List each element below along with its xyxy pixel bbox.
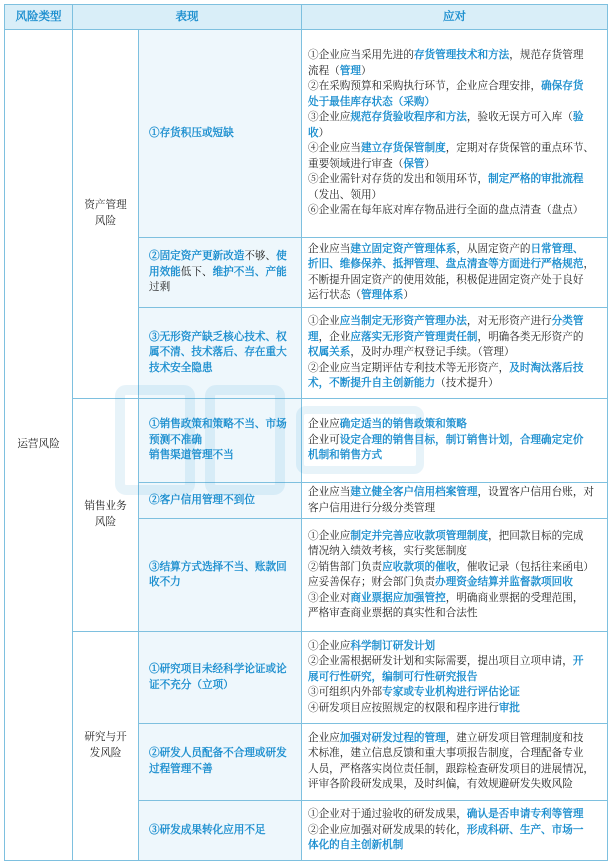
response-line (308, 141, 601, 157)
header-manifestation: 表现 (73, 5, 302, 30)
response-text: 理 (308, 330, 319, 343)
response-text: 管理体系 (360, 289, 404, 302)
manifestation-line (149, 746, 295, 762)
manifestation-text: 属不清、技术落后、存在重大 (149, 346, 287, 359)
manifestation-line (149, 265, 295, 281)
risk-type-cell: 运营风险 (5, 30, 73, 861)
response-text: ， (583, 258, 595, 271)
response-text: 日常管理、 (530, 242, 584, 255)
response-line (308, 330, 601, 346)
response-text: ，对无形资产进行 (466, 315, 552, 328)
manifestation-line (149, 493, 295, 509)
response-text: 制定严格的审批流程 (488, 173, 584, 186)
manifestation-text: ③结算方式选择不当、账款回 (149, 560, 287, 573)
response-line (308, 777, 601, 793)
response-line (308, 376, 601, 392)
response-line (308, 417, 601, 433)
response-cell (302, 724, 608, 800)
response-text: 人员，严格落实岗位责任制，跟踪检查研发项目的进展情况， (308, 762, 595, 775)
response-text: 企业可 (308, 433, 340, 446)
response-text: （技术提升） (435, 377, 499, 390)
manifestation-cell (139, 238, 302, 308)
manifestation-text: 使 (276, 250, 287, 263)
response-line (308, 314, 601, 330)
manifestation-cell (139, 519, 302, 632)
manifestation-text: 过程管理不善 (149, 762, 213, 775)
response-text: 建立存货保管制度 (360, 142, 446, 155)
response-line (308, 157, 601, 173)
response-text: ①企业应当采用先进的 (308, 49, 414, 62)
manifestation-cell (139, 483, 302, 519)
response-text: 商业票据应加强管控 (350, 591, 446, 604)
response-text: 展可行性研究，编制可行性研究报告 (308, 670, 478, 683)
response-cell (302, 631, 608, 723)
response-text: ②企业需根据研发计划和实际需要，提出项目立项申请， (308, 655, 573, 668)
table-row (5, 30, 608, 238)
response-text: 验 (572, 111, 584, 124)
response-line (308, 654, 601, 670)
manifestation-text: ①存货积压或短缺 (149, 126, 234, 139)
response-text: ④研发项目应按照规定的权限和程序进行 (308, 701, 499, 714)
manifestation-text: 技术安全隐患 (149, 361, 213, 374)
response-text: 建立固定资产管理体系 (350, 242, 457, 255)
manifestation-line (149, 448, 295, 464)
manifestation-text: 维护不当、产能 (212, 265, 287, 278)
response-text: ①企业应 (308, 639, 351, 652)
response-line (308, 746, 601, 762)
table-row (5, 398, 608, 482)
manifestation-text: 不够、 (244, 250, 277, 263)
response-text: ②在采购预算和采购执行环节，企业应合理安排， (308, 80, 542, 93)
response-text: ②销售部门负责 (308, 560, 383, 573)
response-line (308, 433, 601, 449)
response-line (308, 575, 601, 591)
response-text: 权属关系 (308, 346, 351, 359)
response-text: 折旧、维修保养、抵押管理、盘点清查等方面进行严格规范 (308, 258, 584, 271)
manifestation-text: 收不力 (149, 576, 181, 589)
response-text: ③企业对 (308, 591, 351, 604)
response-text: 企业应 (308, 731, 340, 744)
manifestation-text: ①研究项目未经科学论证或论 (149, 663, 287, 676)
response-line (308, 685, 601, 701)
response-line (308, 448, 601, 464)
response-line (308, 670, 601, 686)
manifestation-text: 用效能 (149, 265, 181, 278)
response-line (308, 273, 601, 289)
response-text: ，建立研发项目管理制度和技 (445, 731, 584, 744)
response-text: 存货管理技术和方法 (413, 49, 510, 62)
response-text: ③可组织内外部 (308, 686, 383, 699)
table-header-row (5, 5, 608, 30)
response-cell (302, 519, 608, 632)
response-text: 企业应当 (308, 486, 351, 499)
response-text: 专家或专业机构进行评估论证 (382, 686, 520, 699)
response-line (308, 110, 601, 126)
response-text: 保管 (403, 157, 425, 170)
response-line (308, 288, 601, 304)
response-text: ） (424, 157, 436, 170)
response-text: 确保存货 (541, 80, 584, 93)
response-text: 确认是否申请专利等管理 (466, 808, 584, 821)
response-text: 加强对研发过程的管理 (339, 731, 446, 744)
risk-subtype-cell (73, 631, 139, 860)
response-text: 形成科研、生产、市场一 (466, 823, 584, 836)
manifestation-text: 证不充分（立项） (149, 678, 234, 691)
response-text: 审批 (498, 701, 520, 714)
response-text: ①企业 (308, 315, 340, 328)
response-text: 收 (308, 126, 319, 139)
response-cell (302, 238, 608, 308)
risk-table (4, 4, 608, 861)
response-cell (302, 483, 608, 519)
response-line (308, 95, 601, 111)
response-line (308, 701, 601, 717)
response-line (308, 188, 601, 204)
response-line (308, 48, 601, 64)
manifestation-text: ②固定资产更新改造 (149, 250, 245, 263)
table-row (5, 631, 608, 723)
response-text: 确定适当的销售政策和策略 (339, 418, 467, 431)
response-line (308, 731, 601, 747)
response-text: ②企业应加强对研发成果的转化， (308, 823, 467, 836)
manifestation-text: 低下、 (180, 265, 213, 278)
response-line (308, 639, 601, 655)
response-text: 企业应 (308, 418, 340, 431)
response-cell (302, 800, 608, 860)
response-text: ） (360, 64, 372, 77)
response-text: ，明确商业票据的受理范围， (445, 591, 584, 604)
response-line (308, 762, 601, 778)
header-response: 应对 (302, 5, 608, 30)
response-line (308, 172, 601, 188)
response-text: 及时淘汰落后技 (509, 361, 584, 374)
response-text: ④企业应当 (308, 142, 361, 155)
response-text: ③企业应 (308, 111, 351, 124)
manifestation-text: ②客户信用管理不到位 (149, 493, 255, 506)
response-text: 机制和销售方式 (308, 449, 383, 462)
response-text: 术，不断提升自主创新能力 (308, 377, 436, 390)
response-text: 应落实无形资产管理责任制 (350, 330, 478, 343)
risk-subtype-label: 研究与开 (84, 731, 127, 744)
response-cell (302, 308, 608, 398)
response-line (308, 560, 601, 576)
response-text: 管理 (339, 64, 361, 77)
response-line (308, 257, 601, 273)
manifestation-cell (139, 398, 302, 482)
response-text: 客户信用进行分级分类管理 (308, 501, 436, 514)
response-text: ，规范存货管理 (509, 49, 584, 62)
risk-subtype-label: 发风险 (89, 746, 122, 759)
response-text: 分类管 (551, 315, 584, 328)
response-text: ，设置客户信用台账，对 (477, 486, 595, 499)
response-text: 体化的自主创新机制 (308, 839, 404, 852)
response-text: ⑥企业需在每年底对库存物品进行全面的盘点清查（盘点） (308, 204, 584, 217)
response-line (308, 529, 601, 545)
risk-subtype-label: 销售业务 (84, 500, 127, 513)
manifestation-line (149, 560, 295, 576)
manifestation-cell (139, 800, 302, 860)
risk-subtype-cell (73, 398, 139, 631)
response-text: ，催收记录（包括往来函电） (456, 560, 595, 573)
manifestation-line (149, 662, 295, 678)
response-text: ①企业对于通过验收的研发成果， (308, 808, 467, 821)
response-line (308, 485, 601, 501)
response-line (308, 838, 601, 854)
risk-subtype-cell (73, 30, 139, 399)
manifestation-text: ①销售政策和策略不当、市场 (149, 418, 287, 431)
manifestation-line (149, 249, 295, 265)
manifestation-text: ③无形资产缺乏核心技术、权 (149, 330, 287, 343)
response-text: ②企业应当定期评估专利技术等无形资产， (308, 361, 510, 374)
response-text: 设定合理的销售目标，制订销售计划，合理确定定价 (339, 433, 584, 446)
manifestation-cell (139, 30, 302, 238)
manifestation-text: 销售渠道管理不当 (149, 449, 234, 462)
response-text: 应当制定无形资产管理办法 (339, 315, 467, 328)
response-line (308, 64, 601, 80)
manifestation-line (149, 678, 295, 694)
response-text: ，明确各类无形资产的 (477, 330, 584, 343)
response-text: 规范存货验收程序和方法 (350, 111, 467, 124)
response-text: ，及时办理产权登记手续。（管理） (350, 346, 515, 359)
response-text: 运行状态（ (308, 289, 361, 302)
response-text: ①企业应 (308, 529, 351, 542)
manifestation-line (149, 433, 295, 449)
response-text: 处于最佳库存状态（采购） (308, 95, 436, 108)
table-body (5, 30, 608, 861)
response-line (308, 126, 601, 142)
manifestation-text: 过剩 (149, 281, 171, 294)
response-line (308, 361, 601, 377)
response-text: ⑤企业需针对存货的发出和领用环节， (308, 173, 489, 186)
manifestation-line (149, 762, 295, 778)
response-text: 重要领域进行审查（ (308, 157, 404, 170)
response-text: ，把回款目标的完成 (488, 529, 584, 542)
response-text: 制定并完善应收款项管理制度 (350, 529, 489, 542)
response-line (308, 501, 601, 517)
manifestation-cell (139, 631, 302, 723)
response-text: 企业应当 (308, 242, 351, 255)
response-line (308, 823, 601, 839)
response-cell (302, 398, 608, 482)
response-line (308, 242, 601, 258)
manifestation-line (149, 126, 295, 142)
response-cell (302, 30, 608, 238)
response-text: 评审各阶段研发成果，及时纠偏，有效规避研发失败风险 (308, 778, 573, 791)
response-line (308, 591, 601, 607)
response-text: ，验收无误方可入库（ (466, 111, 573, 124)
response-text: 情况纳入绩效考核，实行奖惩制度 (308, 545, 467, 558)
manifestation-line (149, 330, 295, 346)
response-text: ） (318, 126, 330, 139)
response-line (308, 345, 601, 361)
manifestation-cell (139, 308, 302, 398)
manifestation-line (149, 575, 295, 591)
response-text: 科学制订研发计划 (350, 639, 436, 652)
risk-subtype-label: 资产管理 (84, 199, 127, 212)
response-text: 术标准，建立信息反馈和重大事项报告制度，合理配备专业 (308, 747, 584, 760)
manifestation-line (149, 280, 295, 296)
manifestation-line (149, 345, 295, 361)
risk-subtype-label: 风险 (94, 214, 117, 227)
manifestation-text: 预测不准确 (149, 433, 202, 446)
response-text: ，从固定资产的 (456, 242, 531, 255)
response-text: ） (403, 289, 414, 302)
response-text: 开 (572, 655, 584, 668)
manifestation-line (149, 417, 295, 433)
manifestation-cell (139, 724, 302, 800)
response-text: 流程（ (308, 64, 340, 77)
response-line (308, 79, 601, 95)
response-line (308, 203, 601, 219)
response-line (308, 807, 601, 823)
response-text: 不断提升固定资产的使用效能，积极促进固定资产处于良好 (308, 273, 584, 286)
header-risk-type: 风险类型 (5, 5, 73, 30)
manifestation-text: ③研发成果转化应用不足 (149, 823, 266, 836)
response-text: 建立健全客户信用档案管理 (350, 486, 478, 499)
response-line (308, 606, 601, 622)
risk-subtype-label: 风险 (94, 515, 117, 528)
manifestation-line (149, 361, 295, 377)
manifestation-line (149, 823, 295, 839)
response-text: 严格审查商业票据的真实性和合法性 (308, 607, 478, 620)
response-line (308, 544, 601, 560)
response-text: 应妥善保存；财会部门负责 (308, 576, 436, 589)
manifestation-text: ②研发人员配备不合理或研发 (149, 747, 287, 760)
response-text: （发出、领用） (308, 188, 383, 201)
response-text: ，定期对存货保管的重点环节、 (445, 142, 595, 155)
response-text: 办理资金结算并监督款项回收 (435, 576, 573, 589)
response-text: 应收款项的催收 (382, 560, 457, 573)
response-text: ，企业 (318, 330, 351, 343)
